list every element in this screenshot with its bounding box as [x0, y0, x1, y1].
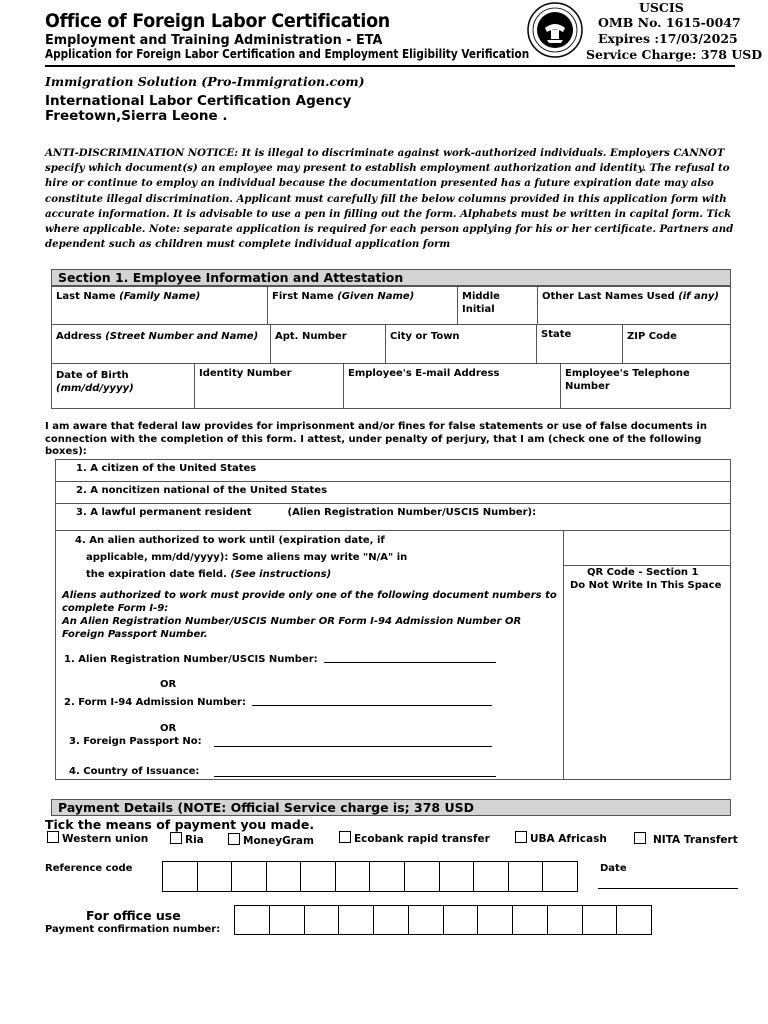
- i94-input[interactable]: [252, 693, 492, 706]
- qr-label: QR Code - Section 1: [587, 567, 699, 578]
- option4-line3: the expiration date field. (See instructions): [86, 569, 332, 580]
- confirmation-number-input[interactable]: [234, 905, 652, 935]
- zip-code-field[interactable]: ZIP Code: [622, 324, 731, 364]
- pay-ria[interactable]: Ria: [170, 832, 204, 846]
- option-citizen[interactable]: 1. A citizen of the United States: [55, 459, 731, 482]
- date-input[interactable]: [598, 876, 738, 889]
- pay-moneygram[interactable]: MoneyGram: [228, 833, 314, 847]
- checkbox-icon[interactable]: [634, 832, 646, 844]
- form-name: Application for Foreign Labor Certification and Employment Eligibility Verification: [45, 46, 530, 61]
- reference-code-input[interactable]: [162, 861, 578, 892]
- uscis-label: USCIS: [639, 0, 684, 15]
- checkbox-icon[interactable]: [170, 832, 182, 844]
- checkbox-icon[interactable]: [339, 831, 351, 843]
- option-noncitizen-national[interactable]: 2. A noncitizen national of the United States: [55, 481, 731, 504]
- checkbox-icon[interactable]: [47, 831, 59, 843]
- last-name-field[interactable]: Last Name (Family Name): [51, 286, 268, 325]
- other-names-field[interactable]: Other Last Names Used (if any): [537, 286, 731, 325]
- phone-field[interactable]: Employee's Telephone Number: [560, 363, 731, 409]
- pay-western-union[interactable]: Western union: [47, 831, 148, 845]
- first-name-field[interactable]: First Name (Given Name): [267, 286, 458, 325]
- expiry-date: Expires :17/03/2025: [598, 31, 738, 46]
- pay-ecobank[interactable]: Ecobank rapid transfer: [339, 831, 490, 845]
- solution-name: Immigration Solution (Pro-Immigration.com): [45, 74, 365, 89]
- pay-nita-transfert[interactable]: NITA Transfert: [634, 832, 738, 846]
- agency-location: Freetown,Sierra Leone .: [45, 108, 228, 124]
- i94-label: 2. Form I-94 Admission Number:: [64, 697, 246, 708]
- option-permanent-resident[interactable]: 3. A lawful permanent resident (Alien Registration Number/USCIS Number):: [55, 503, 731, 531]
- service-charge: Service Charge: 378 USD: [586, 47, 763, 62]
- confirmation-label: Payment confirmation number:: [45, 924, 221, 935]
- section1-title: Section 1. Employee Information and Attestation: [51, 269, 731, 286]
- address-field[interactable]: Address (Street Number and Name): [51, 324, 271, 364]
- qr-divider: [563, 565, 731, 566]
- country-input[interactable]: [214, 764, 496, 777]
- omb-number: OMB No. 1615-0047: [598, 15, 741, 30]
- apt-number-field[interactable]: Apt. Number: [270, 324, 386, 364]
- option4-line2: applicable, mm/dd/yyyy): Some aliens may write "N/A" in: [86, 552, 408, 563]
- or-separator: OR: [160, 723, 177, 734]
- country-label: 4. Country of Issuance:: [69, 766, 200, 777]
- option4-line1: 4. An alien authorized to work until (expiration date, if: [75, 535, 385, 546]
- header-divider: [45, 65, 735, 67]
- state-field[interactable]: State: [536, 324, 623, 364]
- office-title: Office of Foreign Labor Certification: [45, 10, 390, 32]
- checkbox-icon[interactable]: [515, 831, 527, 843]
- identity-number-field[interactable]: Identity Number: [194, 363, 344, 409]
- agency-name: International Labor Certification Agency: [45, 93, 352, 109]
- email-field[interactable]: Employee's E-mail Address: [343, 363, 561, 409]
- payment-title: Payment Details (NOTE: Official Service charge is; 378 USD: [51, 799, 731, 816]
- dob-field[interactable]: Date of Birth (mm/dd/yyyy): [51, 363, 195, 409]
- city-field[interactable]: City or Town: [385, 324, 537, 364]
- passport-label: 3. Foreign Passport No:: [69, 736, 202, 747]
- qr-instruction: Do Not Write In This Space: [570, 580, 722, 591]
- dol-seal-icon: [527, 2, 583, 58]
- reference-code-label: Reference code: [45, 863, 133, 874]
- alien-reg-label: 1. Alien Registration Number/USCIS Number:: [64, 654, 318, 665]
- or-separator: OR: [160, 679, 177, 690]
- passport-input[interactable]: [214, 734, 492, 747]
- alien-reg-input[interactable]: [324, 650, 496, 663]
- office-use-label: For office use: [86, 908, 181, 923]
- attestation-text: I am aware that federal law provides for imprisonment and/or fines for false statements or use of false documents in connection with the completion of this form. I attest, under penalty of perjury, that I am (check one of the following boxes):: [45, 421, 707, 457]
- eta-subtitle: Employment and Training Administration - ETA: [45, 32, 383, 48]
- middle-initial-field[interactable]: Middle Initial: [457, 286, 538, 325]
- pay-uba-africash[interactable]: UBA Africash: [515, 831, 607, 845]
- checkbox-icon[interactable]: [228, 833, 240, 845]
- anti-discrimination-notice: ANTI-DISCRIMINATION NOTICE: It is illegal to discriminate against work-authorized individuals. Employers CANNOT specify which document(s) an employee may present to establish employment authorization and identity. The refusal to hire or continue to employ an individual because the documentation presented has a future expiration date may also constitute illegal discrimination. Applicant must carefully fill the below columns provided in this application form with accurate information. It is advisable to use a pen in filling out the form. Alphabets must be written in capital form. Tick where applicable. Note: separate application is required for each person applying for his or her certificate. Partners and dependent such as children must complete individual application form: [45, 147, 734, 251]
- aliens-note: Aliens authorized to work must provide only one of the following document numbers to complete Form I-9: An Alien Registration Number/USCIS Number OR Form I-94 Admission Number OR Foreign Passport Number.: [62, 590, 557, 640]
- payment-tick-instruction: Tick the means of payment you made.: [45, 817, 315, 832]
- date-label: Date: [600, 863, 627, 874]
